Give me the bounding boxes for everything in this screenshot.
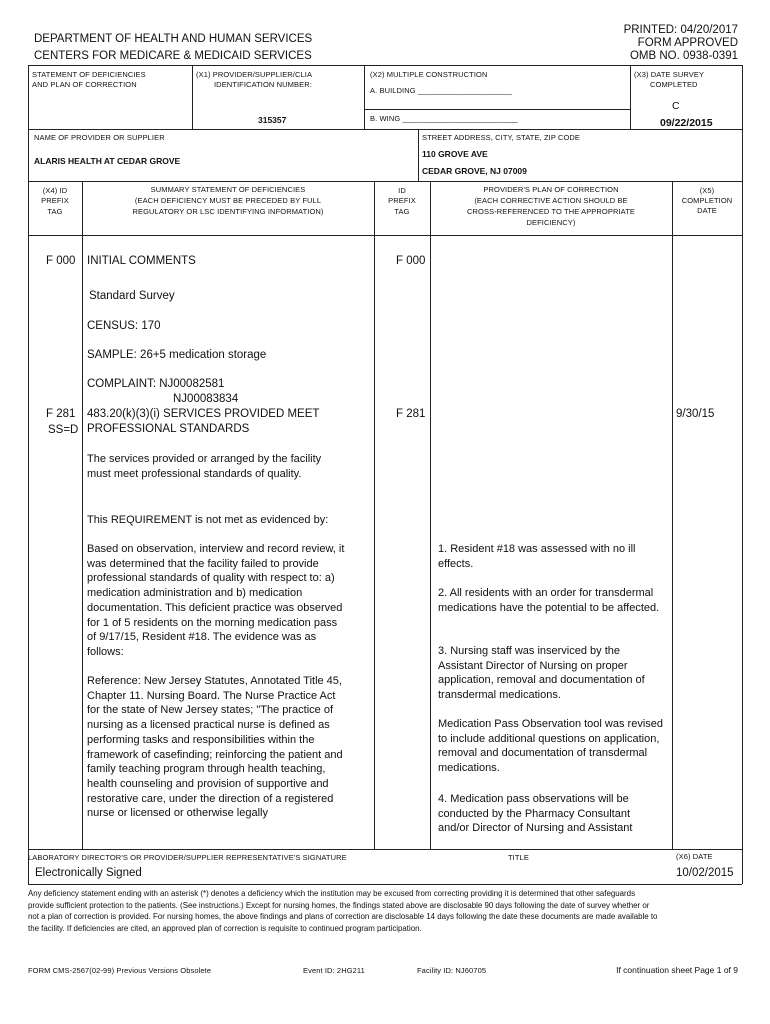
building-field: A. BUILDING ______________________ xyxy=(370,86,512,95)
rule xyxy=(364,65,365,129)
initial-comments: INITIAL COMMENTS xyxy=(87,255,196,267)
survey-code: C xyxy=(672,100,680,112)
rule xyxy=(28,129,742,130)
x5-header: (X5) xyxy=(699,186,715,195)
plan-item-3: 3. Nursing staff was inserviced by the Assistant Director of Nursing on proper application, removal and documentation of transdermal medications. xyxy=(438,645,645,702)
date-label: (X6) DATE xyxy=(676,852,713,861)
requirement-intro: This REQUIREMENT is not met as evidenced by: xyxy=(87,514,329,526)
x5-header: DATE xyxy=(697,206,717,215)
regulation: 483.20(k)(3)(i) SERVICES PROVIDED MEET xyxy=(87,408,320,420)
plan-header: PROVIDER'S PLAN OF CORRECTION xyxy=(483,185,619,194)
rule xyxy=(28,884,742,885)
x4-header: (X4) ID xyxy=(42,186,68,195)
standard-survey: Standard Survey xyxy=(89,290,175,302)
x1-label: IDENTIFICATION NUMBER: xyxy=(214,80,312,89)
plan-item-4: 4. Medication pass observations will be conducted by the Pharmacy Consultant and/or Director of Nursing and Assistant xyxy=(438,793,633,835)
x5-header: COMPLETION xyxy=(681,196,733,205)
regulation-2: PROFESSIONAL STANDARDS xyxy=(87,423,250,435)
provider-street: 110 GROVE AVE xyxy=(422,149,488,159)
tag-f281: F 281 xyxy=(46,408,76,420)
provider-city: CEDAR GROVE, NJ 07009 xyxy=(422,166,527,176)
x4-header: PREFIX xyxy=(41,196,69,205)
rule xyxy=(742,65,743,884)
department-name: DEPARTMENT OF HEALTH AND HUMAN SERVICES xyxy=(34,33,313,45)
provider-number: 315357 xyxy=(258,115,287,125)
rule xyxy=(672,181,673,849)
provider-name-label: NAME OF PROVIDER OR SUPPLIER xyxy=(34,133,165,142)
statement-label: STATEMENT OF DEFICIENCIES xyxy=(32,70,146,79)
x3-label: COMPLETED xyxy=(650,80,698,89)
plan-header: CROSS-REFERENCED TO THE APPROPRIATE xyxy=(467,207,635,216)
summary-header: REGULATORY OR LSC IDENTIFYING INFORMATION) xyxy=(132,207,324,216)
address-label: STREET ADDRESS, CITY, STATE, ZIP CODE xyxy=(422,133,581,142)
form-approved: FORM APPROVED xyxy=(637,37,738,49)
signature-label: LABORATORY DIRECTOR'S OR PROVIDER/SUPPLIER REPRESENTATIVE'S SIGNATURE xyxy=(28,853,347,862)
signature-value: Electronically Signed xyxy=(35,867,142,879)
id-header: PREFIX xyxy=(388,196,416,205)
plan-item-1: 1. Resident #18 was assessed with no ill effects. xyxy=(438,543,636,570)
signature-date: 10/02/2015 xyxy=(676,867,734,879)
survey-date: 09/22/2015 xyxy=(660,117,713,129)
rule xyxy=(430,181,431,849)
provider-name: ALARIS HEALTH AT CEDAR GROVE xyxy=(34,156,181,166)
tag-f000-right: F 000 xyxy=(396,255,426,267)
summary-header: SUMMARY STATEMENT OF DEFICIENCIES xyxy=(150,185,306,194)
complaint: COMPLAINT: NJ00082581 xyxy=(87,378,225,390)
facility-id: Facility ID: NJ60705 xyxy=(417,966,487,975)
wing-field: B. WING ___________________________ xyxy=(370,114,518,123)
reference-text: Reference: New Jersey Statutes, Annotated Title 45, Chapter 11. Nursing Board. The Nurse Practice Act for the state of New Jersey states; "The practice of nursing as a licensed practical nurse is defined as performing tasks and responsibilities within the framework of casefinding; reinforcing the patient and family teaching program through health teaching, health counseling and provision of supportive and restorative care, under the direction of a registered nurse or licensed or otherwise legally xyxy=(87,675,343,820)
plan-header: DEFICIENCY) xyxy=(526,218,576,227)
id-header: ID xyxy=(398,186,406,195)
x4-header: TAG xyxy=(47,207,63,216)
rule xyxy=(192,65,193,129)
printed-date: PRINTED: 04/20/2017 xyxy=(623,24,738,36)
tag-f281-right: F 281 xyxy=(396,408,426,420)
form-id: FORM CMS-2567(02-99) Previous Versions Obsolete xyxy=(28,966,212,975)
x2-label: (X2) MULTIPLE CONSTRUCTION xyxy=(370,70,488,79)
tag-f281-severity: SS=D xyxy=(48,424,79,436)
rule xyxy=(418,129,419,181)
rule xyxy=(630,65,631,129)
event-id: Event ID: 2HG211 xyxy=(303,966,365,975)
rule xyxy=(28,181,742,182)
x1-label: (X1) PROVIDER/SUPPLIER/CLIA xyxy=(196,70,313,79)
title-label: TITLE xyxy=(508,853,529,862)
plan-header: (EACH CORRECTIVE ACTION SHOULD BE xyxy=(474,196,628,205)
plan-item-2: 2. All residents with an order for transdermal medications have the potential to be affected. xyxy=(438,587,660,614)
completion-date: 9/30/15 xyxy=(676,408,715,420)
page-number: If continuation sheet Page 1 of 9 xyxy=(616,965,738,975)
rule xyxy=(28,65,742,66)
complaint-2: NJ00083834 xyxy=(173,393,239,405)
omb-number: OMB NO. 0938-0391 xyxy=(629,50,738,62)
tag-f000: F 000 xyxy=(46,255,76,267)
services-text: The services provided or arranged by the facility must meet professional standards of quality. xyxy=(87,453,322,480)
rule xyxy=(28,849,742,850)
rule xyxy=(364,109,630,110)
centers-name: CENTERS FOR MEDICARE & MEDICAID SERVICES xyxy=(34,50,312,62)
census: CENSUS: 170 xyxy=(87,320,161,332)
x3-label: (X3) DATE SURVEY xyxy=(634,70,705,79)
statement-label: AND PLAN OF CORRECTION xyxy=(32,80,137,89)
rule xyxy=(28,235,742,236)
plan-item-3b: Medication Pass Observation tool was revised to include additional questions on application, removal and documentation of transdermal medications. xyxy=(438,718,663,775)
summary-header: (EACH DEFICIENCY MUST BE PRECEDED BY FULL xyxy=(134,196,322,205)
requirement-body: Based on observation, interview and record review, it was determined that the facility failed to provide professional standards of quality with respect to: a) medication administration and b) medication documentation. This deficient practice was observed for 1 of 5 residents on the morning medication pass of 9/17/15, Resident #18. The evidence was as follows: xyxy=(87,543,345,658)
rule xyxy=(374,181,375,849)
disclaimer: Any deficiency statement ending with an asterisk (*) denotes a deficiency which the institution may be excused from correcting providing it is determined that other safeguards provide sufficient protection to the patients. (See instructions.) Except for nursing homes, the findings stated above are disclosable 90 days following the date of survey whether or not a plan of correction is provided. For nursing homes, the above findings and plans of correction are disclosable 14 days following the date these documents are made available to the facility. If deficiencies are cited, an approved plan of correction is requisite to continued program participation. xyxy=(28,889,658,933)
sample: SAMPLE: 26+5 medication storage xyxy=(87,349,267,361)
id-header: TAG xyxy=(394,207,410,216)
rule xyxy=(82,181,83,849)
